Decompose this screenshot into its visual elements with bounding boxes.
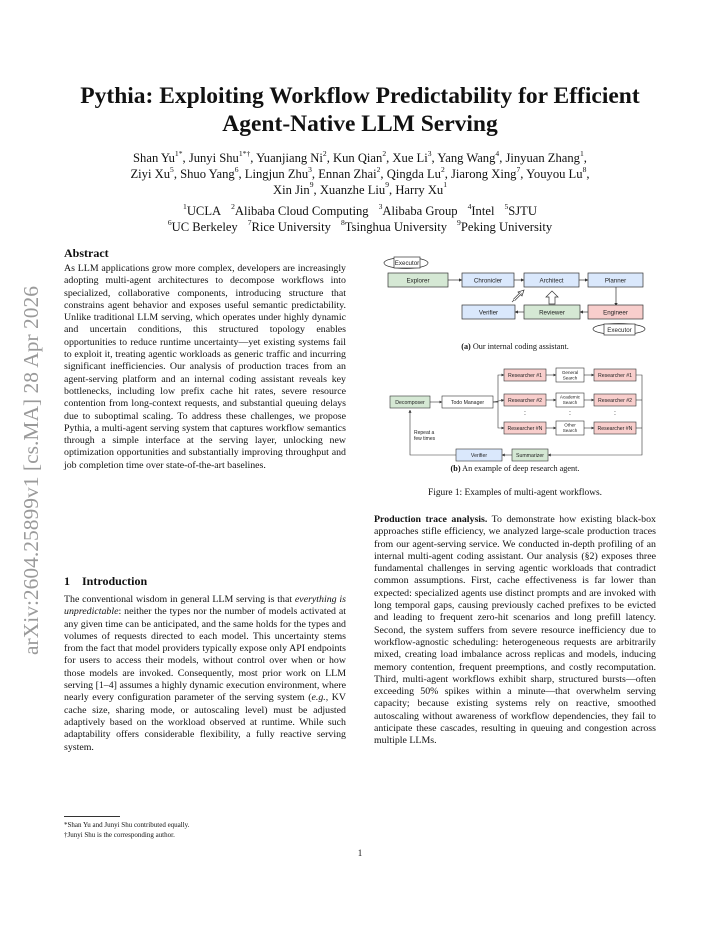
label-executor-bottom: Executor xyxy=(607,327,632,334)
intro-paragraph-1 xyxy=(64,594,346,754)
author-name: Yuanjiang Ni xyxy=(256,151,323,165)
author-affil-marker: 3 xyxy=(308,164,312,174)
author-affil-marker: 2 xyxy=(376,164,381,174)
affiliation-name: SJTU xyxy=(508,204,537,218)
affiliation xyxy=(378,201,458,218)
intro-text-c: , KV cache size, sharing mode, or autoscaling level) must be adjusted adaptively based on the workload observed at runtime. While such adaptability offers considerable flexibility, a fully reactive serving system. xyxy=(64,692,346,753)
label-todo-manager: Todo Manager xyxy=(450,400,485,406)
author-name: Harry Xu xyxy=(395,182,444,197)
hollow-arrow-up xyxy=(546,291,558,304)
repeat-line-2: few times xyxy=(414,436,436,442)
footnotes xyxy=(64,816,346,840)
author-line: Shan $Yu^{1*}$, Junyi Shu$^{1*\dagger}$, Yuanjiang Ni$^2$, Kun Qian$^2$, Xue Li$^3$, Yang Wang$^4$, Jinyuan Zhang$^1$, xyxy=(133,148,587,165)
label-academic-search-line-1: Academic xyxy=(559,394,581,400)
label-researcher-2: Researcher #2 xyxy=(507,398,543,404)
affiliation-marker: 7 xyxy=(247,217,252,227)
label-other-search-line-1: Other xyxy=(564,422,576,428)
page-number: 1 xyxy=(357,848,363,858)
intro-text-b: : neither the types nor the number of models activated at any given time can be anticipated, and the same holds for the types and volumes of requests directed to each model. This uncertainty stems from the fact that model providers typically expose only API endpoints for users to access their models, without control over when or how those models are invoked. Consequently, most prior work on LLM serving [1–4] assumes a highly dynamic execution environment, where nearly every configuration parameter of the serving system ( xyxy=(64,606,346,704)
affiliation-marker: 1 xyxy=(183,201,187,211)
affiliation-marker: 6 xyxy=(167,217,172,227)
label-researcher-n: Researcher #N xyxy=(507,426,543,432)
author-affil-marker: 1*† xyxy=(238,148,251,158)
label-academic-search-line-2: Search xyxy=(562,400,578,405)
affiliation-row-2 xyxy=(70,217,650,236)
author-name: Jiarong Xing xyxy=(451,166,517,181)
author-name: Yang Wang xyxy=(437,151,496,165)
label-architect: Architect xyxy=(539,277,564,285)
author-affil-marker: 5 xyxy=(170,164,174,174)
affiliation-name: Peking University xyxy=(460,219,553,234)
subfigure-a xyxy=(384,257,645,335)
label-planner: Planner xyxy=(604,277,627,285)
author-line: Ziyi Xu$^5$, Shuo Yang$^6$, Lingjun Zhu$^3$, Ennan Zhai$^2$, Qingda Lu$^2$, Jiarong Xing$^7$, Youyou Lu$^8$, xyxy=(130,164,590,181)
label-executor-top: Executor xyxy=(394,260,420,267)
intro-emphasis: everything is unpredictable xyxy=(64,594,346,618)
affiliation-marker: 2 xyxy=(231,201,235,211)
author-affil-marker: 2 xyxy=(440,164,445,174)
author-name: Xin Jin xyxy=(272,182,310,197)
title-line-1: Pythia: Exploiting Workflow Predictability for Efficient xyxy=(80,83,640,109)
affiliation-name: Tsinghua University xyxy=(344,219,448,234)
label-reviewer: Reviewer xyxy=(539,309,565,317)
label-general-search-text-line-2: Search xyxy=(562,375,578,381)
author-name: Qingda Lu xyxy=(386,166,441,181)
subfigure-a-label: (a) xyxy=(461,342,471,351)
label-explorer: Explorer xyxy=(406,277,430,285)
affiliation xyxy=(183,201,222,218)
intro-eg: e.g. xyxy=(311,692,326,704)
production-trace-section xyxy=(374,514,656,748)
author-name: Lingjun Zhu xyxy=(244,166,309,181)
affiliation-list xyxy=(70,201,650,236)
author-affil-marker: 7 xyxy=(516,164,521,174)
label-verifier-b: Verifier xyxy=(470,453,488,459)
edge-todo-rn xyxy=(493,402,504,428)
author-list xyxy=(70,148,650,198)
label-researcher-2b: Researcher #2 xyxy=(597,398,633,404)
author-affil-marker: 9 xyxy=(385,180,390,190)
intro-text-a: The conventional wisdom in general LLM serving is that xyxy=(64,594,295,605)
author-affil-marker: 6 xyxy=(234,164,239,174)
label-repeat-few-times xyxy=(414,430,436,442)
author-name: Jinyuan Zhang xyxy=(505,151,580,165)
label-researcher-1: Researcher #1 xyxy=(507,373,543,379)
affiliation xyxy=(231,201,369,218)
affiliation xyxy=(247,217,331,234)
hollow-arrow-shaft-inner xyxy=(514,293,521,300)
author-name: Kun Qian xyxy=(333,151,383,165)
affiliation xyxy=(467,201,495,218)
author-name: Xue Li xyxy=(392,151,428,165)
subfigure-b-text: An example of deep research agent. xyxy=(460,464,580,473)
label-general-search-text-line-1: General xyxy=(561,370,579,375)
author-name: Shuo Yang xyxy=(180,166,235,181)
section-number: 1 xyxy=(64,574,70,588)
author-affil-marker: 1* xyxy=(174,148,183,158)
repeat-line-1: Repeat a xyxy=(414,430,435,436)
affiliation xyxy=(340,217,448,234)
label-summarizer: Summarizer xyxy=(516,453,544,459)
affiliation xyxy=(167,217,238,234)
edge-todo-r1 xyxy=(493,375,504,402)
author-affil-marker: 9 xyxy=(309,180,314,190)
author-name: Ennan Zhai xyxy=(318,166,377,181)
figure-1 xyxy=(374,250,656,510)
ellipsis-col-3: : xyxy=(614,410,616,417)
introduction-body xyxy=(64,594,346,754)
affiliation-name: Alibaba Cloud Computing xyxy=(234,204,369,218)
author-affil-marker: 8 xyxy=(582,164,587,174)
label-researcher-1b: Researcher #1 xyxy=(597,373,633,379)
arxiv-id-text: arXiv:2604.25899v1 [cs.MA] 28 Apr 2026 xyxy=(19,285,43,655)
author-line: Xin Jin$^9$, Xuanzhe Liu$^9$, Harry Xu$^1$ xyxy=(272,180,448,197)
author-name: Xuanzhe Liu xyxy=(319,182,386,197)
affiliation-name: Rice University xyxy=(251,219,331,234)
abstract-text: As LLM applications grow more complex, developers are increasingly adopting multi-agent architectures to decompose workflows into specialized, collaborative components, introducing structure that constrains agent behavior and exposes useful semantic predictability. Unlike traditional LLM serving, which operates under highly dynamic and uncertain conditions, this structured topology enables opportunities to reduce runtime uncertainty—yet existing systems fail to exploit it, treating agentic workloads as generic traffic and incurring significant inefficiencies. Our analysis of production traces from an agent-serving platform and an internal coding assistant reveals key bottlenecks, including low prefix cache hit rates, severe resource contention from long-context requests, and substantial queuing delays due to suboptimal scaling. To address these challenges, we propose Pythia, a multi-agent serving system that captures workflow semantics through a simple interface at the serving layer, unlocking new optimization opportunities and substantially improving throughput and job completion time over state-of-the-art baselines. xyxy=(64,263,346,471)
section-title: Introduction xyxy=(82,574,148,588)
abstract-block xyxy=(64,246,346,472)
author-affil-marker: 1 xyxy=(579,148,584,158)
label-verifier: Verifier xyxy=(478,309,499,317)
abstract-heading: Abstract xyxy=(64,246,109,260)
production-trace-paragraph xyxy=(374,514,656,748)
figure-1-diagram xyxy=(374,250,656,490)
label-other-search xyxy=(563,423,578,434)
label-engineer: Engineer xyxy=(603,309,628,317)
author-affil-marker: 1 xyxy=(443,180,448,190)
label-general-search xyxy=(562,370,578,381)
affiliation-marker: 8 xyxy=(340,217,345,227)
author-name: Junyi Shu xyxy=(188,151,239,165)
author-affil-marker: 3 xyxy=(427,148,432,158)
ellipsis-col-1: : xyxy=(524,410,526,417)
production-trace-text: To demonstrate how existing black-box approaches stifle efficiency, we analyzed large-scale production traces from our agent-serving service. We conducted in-depth profiling of an internal multi-agent coding assistant. Our analysis (§2) exposes three fundamental challenges in serving agentic workloads that contradict common assumptions. First, cache effectiveness is far lower than expected: specialized agents use distinct prompts and are invoked with long temporal gaps, causing previously cached prefixes to be evicted and leading to frequent zero-hit scenarios and long prefill latency. Second, the system suffers from severe resource inefficiency due to workflow-agnostic scheduling: heterogeneous requests are arbitrarily mixed, creating load imbalance across replicas and models, inducing memory contention, frequent preemptions, and costly recomputation. Third, multi-agent workflows exhibit sharp, structured bursts—often exceeding 50% spikes within a minute—that overwhelm serving capacity; because existing systems rely on reactive, smoothed autoscaling without awareness of workflow dependencies, they fail to anticipate these cascades, resulting in queuing and congestion across multiple LLMs. xyxy=(374,514,656,747)
affiliation xyxy=(504,201,537,218)
section-heading-introduction xyxy=(64,574,147,589)
footnote-rule xyxy=(64,816,120,817)
author-affil-marker: 4 xyxy=(495,148,500,158)
author-affil-marker: 2 xyxy=(322,148,327,158)
author-name: Shan Yu xyxy=(133,151,175,165)
affiliation-marker: 3 xyxy=(378,201,383,211)
arxiv-identifier-stamp xyxy=(4,250,50,670)
subfigure-a-caption xyxy=(374,342,656,352)
subfigure-b-label: (b) xyxy=(450,464,461,473)
title-line-2: Agent-Native LLM Serving xyxy=(222,111,498,137)
figure-1-caption: Figure 1: Examples of multi-agent workflows. xyxy=(428,488,602,498)
affiliation xyxy=(457,217,553,234)
subfigure-a-text: Our internal coding assistant. xyxy=(470,342,569,351)
affiliation-name: UCLA xyxy=(186,204,222,218)
edge-results-summarizer xyxy=(548,375,642,455)
subfigure-b-caption xyxy=(374,464,656,474)
subfigure-b xyxy=(390,368,642,461)
author-name: Youyou Lu xyxy=(526,166,583,181)
label-other-search-line-2: Search xyxy=(562,428,578,433)
production-trace-lead: Production trace analysis. xyxy=(374,514,488,525)
affiliation-row-1 xyxy=(70,201,650,220)
author-name: Ziyi Xu xyxy=(130,166,171,181)
label-chronicler: Chronicler xyxy=(473,277,503,285)
affiliation-name: Alibaba Group xyxy=(382,204,458,218)
label-researcher-nb: Researcher #N xyxy=(597,426,633,432)
label-decomposer: Decomposer xyxy=(395,400,425,406)
affiliation-name: Intel xyxy=(471,204,495,218)
affiliation-marker: 9 xyxy=(457,217,461,227)
footnote-1: *Shan Yu and Junyi Shu contributed equally. xyxy=(64,821,190,829)
affiliation-name: UC Berkeley xyxy=(171,219,238,234)
affiliation-marker: 4 xyxy=(467,201,472,211)
ellipsis-col-2: : xyxy=(569,410,571,417)
paper-title xyxy=(60,82,660,138)
affiliation-marker: 5 xyxy=(504,201,509,211)
footnote-2: †Junyi Shu is the corresponding author. xyxy=(64,831,175,839)
author-affil-marker: 2 xyxy=(382,148,387,158)
